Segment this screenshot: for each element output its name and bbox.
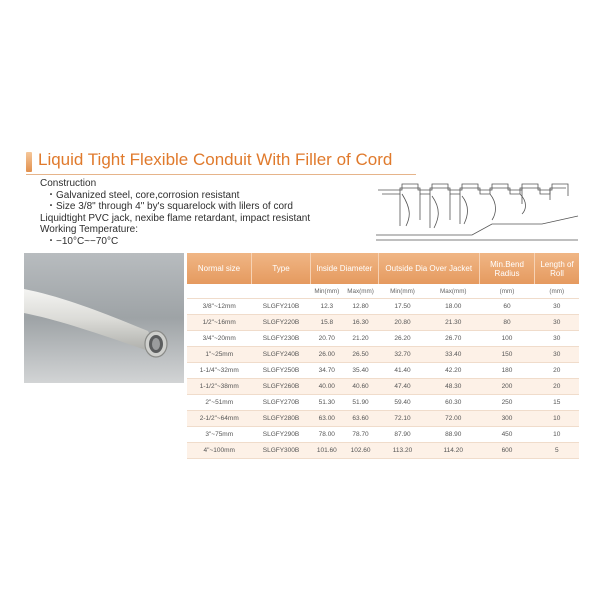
- subheader-cell: Max(mm): [427, 284, 480, 299]
- table-row: [187, 331, 579, 347]
- description-line: Construction: [40, 178, 97, 189]
- table-cell: 72.10: [378, 411, 427, 427]
- table-cell: SLGFY280B: [252, 411, 311, 427]
- table-cell: 18.00: [427, 299, 480, 315]
- table-cell: 150: [480, 347, 535, 363]
- table-cell: 26.20: [378, 331, 427, 347]
- description-line: ・Galvanized steel, core,corrosion resistant: [46, 189, 240, 201]
- table-cell: 21.20: [343, 331, 378, 347]
- table-cell: 21.30: [427, 315, 480, 331]
- table-cell: 34.70: [311, 363, 344, 379]
- table-cell: SLGFY220B: [252, 315, 311, 331]
- subheader-cell: Min(mm): [311, 284, 344, 299]
- table-cell: 51.90: [343, 395, 378, 411]
- table-cell: 114.20: [427, 443, 480, 459]
- table-row: [187, 315, 579, 331]
- subheader-cell: Min(mm): [378, 284, 427, 299]
- table-cell: 47.40: [378, 379, 427, 395]
- spec-table: [187, 253, 579, 459]
- table-cell: 20: [535, 379, 580, 395]
- table-cell: 15: [535, 395, 580, 411]
- table-cell: 1"~25mm: [187, 347, 252, 363]
- table-row: [187, 347, 579, 363]
- table-cell: 16.30: [343, 315, 378, 331]
- table-cell: 3/4"~20mm: [187, 331, 252, 347]
- table-cell: 30: [535, 315, 580, 331]
- table-cell: 10: [535, 411, 580, 427]
- table-cell: 40.60: [343, 379, 378, 395]
- page-title: Liquid Tight Flexible Conduit With Filler of Cord: [38, 150, 393, 169]
- table-cell: 51.30: [311, 395, 344, 411]
- title-accent-bar: [26, 152, 32, 172]
- table-cell: 72.00: [427, 411, 480, 427]
- table-cell: 33.40: [427, 347, 480, 363]
- table-cell: 30: [535, 331, 580, 347]
- description-block: [40, 178, 310, 248]
- table-cell: 4"~100mm: [187, 443, 252, 459]
- table-cell: 3/8"~12mm: [187, 299, 252, 315]
- table-cell: 78.00: [311, 427, 344, 443]
- description-line: ・Size 3/8" through 4" by's squarelock with lilers of cord: [46, 201, 293, 213]
- table-cell: 3"~75mm: [187, 427, 252, 443]
- header-min-bend: Min.Bend Radius: [480, 253, 535, 284]
- description-line: Working Temperature:: [40, 224, 139, 236]
- table-cell: 5: [535, 443, 580, 459]
- table-cell: 20.70: [311, 331, 344, 347]
- table-row: [187, 395, 579, 411]
- table-cell: 80: [480, 315, 535, 331]
- subheader-cell: [252, 284, 311, 299]
- table-cell: SLGFY240B: [252, 347, 311, 363]
- header-outside-dia: Outside Dia Over Jacket: [378, 253, 479, 284]
- table-cell: 17.50: [378, 299, 427, 315]
- table-row: [187, 427, 579, 443]
- table-cell: 26.50: [343, 347, 378, 363]
- table-cell: 100: [480, 331, 535, 347]
- table-cell: 78.70: [343, 427, 378, 443]
- table-cell: SLGFY270B: [252, 395, 311, 411]
- header-inside-diameter: Inside Diameter: [311, 253, 379, 284]
- table-row: [187, 363, 579, 379]
- table-cell: 20: [535, 363, 580, 379]
- table-cell: 12.80: [343, 299, 378, 315]
- table-cell: 63.00: [311, 411, 344, 427]
- table-cell: SLGFY230B: [252, 331, 311, 347]
- table-cell: SLGFY260B: [252, 379, 311, 395]
- table-cell: 88.90: [427, 427, 480, 443]
- table-cell: 450: [480, 427, 535, 443]
- table-cell: 10: [535, 427, 580, 443]
- table-cell: 12.3: [311, 299, 344, 315]
- subheader-cell: [187, 284, 252, 299]
- table-cell: SLGFY300B: [252, 443, 311, 459]
- table-cell: 600: [480, 443, 535, 459]
- table-cell: 26.70: [427, 331, 480, 347]
- table-row: [187, 299, 579, 315]
- table-cell: 2"~51mm: [187, 395, 252, 411]
- header-normal-size: Normal size: [187, 253, 252, 284]
- table-cell: 42.20: [427, 363, 480, 379]
- description-line: ・−10°C~−70°C: [46, 235, 119, 247]
- header-length: Length of Roll: [535, 253, 580, 284]
- conduit-cross-section-drawing: [372, 180, 582, 244]
- table-cell: 102.60: [343, 443, 378, 459]
- table-cell: 300: [480, 411, 535, 427]
- table-cell: 35.40: [343, 363, 378, 379]
- table-row: [187, 411, 579, 427]
- table-cell: 48.30: [427, 379, 480, 395]
- description-line: Liquidtight PVC jack, nexibe flame retardant, impact resistant: [40, 212, 311, 224]
- table-cell: 1-1/2"~38mm: [187, 379, 252, 395]
- table-cell: 15.8: [311, 315, 344, 331]
- table-cell: 1/2"~16mm: [187, 315, 252, 331]
- table-cell: 1-1/4"~32mm: [187, 363, 252, 379]
- table-cell: 41.40: [378, 363, 427, 379]
- table-cell: 20.80: [378, 315, 427, 331]
- table-cell: SLGFY250B: [252, 363, 311, 379]
- spec-table-subheader-row: [187, 284, 579, 299]
- table-cell: 180: [480, 363, 535, 379]
- subheader-cell: (mm): [480, 284, 535, 299]
- subheader-cell: (mm): [535, 284, 580, 299]
- table-cell: 250: [480, 395, 535, 411]
- table-cell: 200: [480, 379, 535, 395]
- title-underline: [26, 174, 416, 175]
- title-block: [26, 150, 406, 176]
- table-cell: SLGFY210B: [252, 299, 311, 315]
- table-row: [187, 379, 579, 395]
- table-cell: 40.00: [311, 379, 344, 395]
- table-cell: 30: [535, 299, 580, 315]
- subheader-cell: Max(mm): [343, 284, 378, 299]
- table-cell: 60: [480, 299, 535, 315]
- table-cell: 63.60: [343, 411, 378, 427]
- table-cell: 60.30: [427, 395, 480, 411]
- table-cell: 101.60: [311, 443, 344, 459]
- header-type: Type: [252, 253, 311, 284]
- table-cell: SLGFY290B: [252, 427, 311, 443]
- table-cell: 30: [535, 347, 580, 363]
- table-cell: 32.70: [378, 347, 427, 363]
- table-row: [187, 443, 579, 459]
- table-cell: 2-1/2"~64mm: [187, 411, 252, 427]
- table-cell: 87.90: [378, 427, 427, 443]
- table-cell: 113.20: [378, 443, 427, 459]
- conduit-photo: [24, 253, 184, 383]
- spec-table-header-row: [187, 253, 579, 284]
- table-cell: 26.00: [311, 347, 344, 363]
- table-cell: 59.40: [378, 395, 427, 411]
